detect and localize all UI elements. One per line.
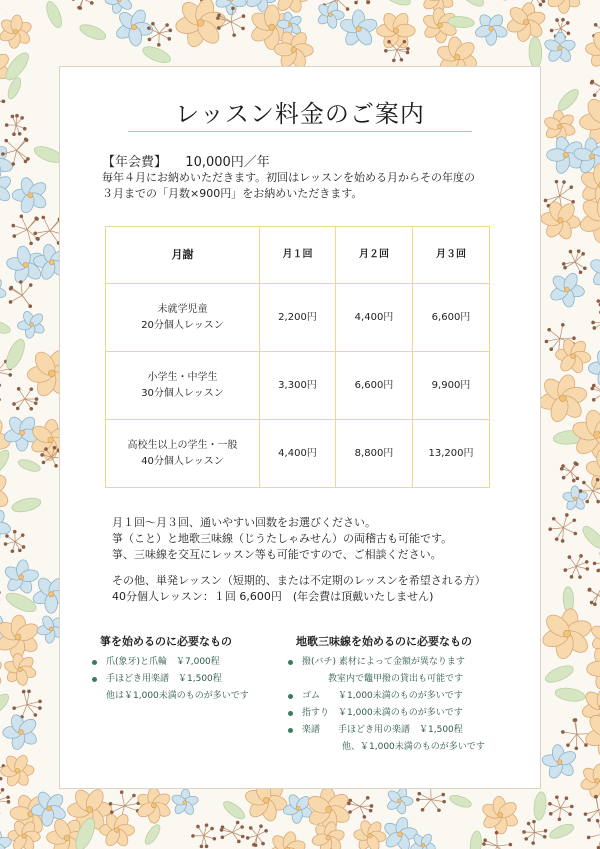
price-cell: 6,600円: [413, 284, 490, 352]
bullet-icon: [288, 711, 293, 716]
column-header: 月２回: [336, 227, 413, 284]
price-cell: 2,200円: [260, 284, 336, 352]
single-lesson-line: その他、単発レッスン（短期的、または不定期のレッスンを希望される方）: [112, 574, 486, 587]
list-item: ゴム ￥1,000未満のものが多いです: [288, 688, 485, 705]
annual-fee-amount: 10,000円／年: [185, 155, 270, 170]
bullet-icon: [92, 660, 97, 665]
plan-line: 小学生・中学生: [147, 371, 218, 383]
plan-line: 未就学児童: [157, 303, 208, 315]
note-line: 箏、三味線を交互にレッスン等も可能ですので、ご相談ください。: [112, 548, 442, 561]
single-lesson-line: 40分個人レッスン：１回 6,600円 (年会費は頂戴いたしません): [112, 590, 434, 603]
column-header: 月３回: [413, 227, 490, 284]
list-item: 手ほどき用楽譜 ￥1,500程: [92, 671, 249, 688]
koto-items-title: 箏を始めるのに必要なもの: [100, 635, 232, 648]
bullet-icon: [288, 728, 293, 733]
plan-cell: [106, 420, 260, 488]
column-header: 月謝: [106, 227, 260, 284]
plan-cell: [106, 284, 260, 352]
annual-fee-note: [102, 170, 475, 202]
price-cell: 3,300円: [260, 352, 336, 420]
list-item: 他、￥1,000未満のものが多いです: [342, 742, 485, 752]
shamisen-items-title: 地歌三味線を始めるのに必要なもの: [296, 635, 472, 648]
list-item: 撥(バチ) 素材によって金額が異なります: [288, 654, 485, 671]
price-cell: 4,400円: [336, 284, 413, 352]
plan-line: 40分個人レッスン: [141, 455, 224, 467]
annual-fee-note-line: 毎年４月にお納めいただきます。初回はレッスンを始める月からその年度の: [102, 171, 476, 184]
lesson-notes: [112, 515, 486, 605]
note-line: 箏（こと）と地歌三味線（じうたしゃみせん）の両稽古も可能です。: [112, 532, 453, 545]
shamisen-items-list: [288, 654, 485, 756]
plan-line: 高校生以上の学生・一般: [127, 439, 238, 451]
title-underline: [128, 131, 472, 132]
page-title: レッスン料金のご案内: [175, 100, 425, 128]
price-cell: 8,800円: [336, 420, 413, 488]
table-row: [106, 420, 490, 488]
note-line: 月１回〜月３回、通いやすい回数をお選びください。: [112, 516, 376, 529]
annual-fee-note-line: ３月までの「月数×900円」をお納めいただきます。: [102, 187, 363, 200]
price-cell: 4,400円: [260, 420, 336, 488]
koto-items-list: [92, 654, 249, 705]
plan-cell: [106, 352, 260, 420]
table-row: [106, 352, 490, 420]
bullet-icon: [288, 694, 293, 699]
list-item: 教室内で鼈甲撥の貸出も可能です: [328, 674, 464, 684]
list-item: 指すり ￥1,000未満のものが多いです: [288, 705, 485, 722]
price-cell: 13,200円: [413, 420, 490, 488]
table-header-row: [106, 227, 490, 284]
monthly-fee-table: [105, 226, 490, 488]
list-item: 爪(象牙)と爪輪 ￥7,000程: [92, 654, 249, 671]
table-row: [106, 284, 490, 352]
bullet-icon: [288, 660, 293, 665]
annual-fee-heading: [102, 151, 270, 170]
price-cell: 9,900円: [413, 352, 490, 420]
list-item: 他は￥1,000未満のものが多いです: [106, 691, 249, 701]
plan-line: 20分個人レッスン: [141, 319, 224, 331]
price-cell: 6,600円: [336, 352, 413, 420]
list-item: 楽譜 手ほどき用の楽譜 ￥1,500程: [288, 722, 485, 739]
annual-fee-label: 【年会費】: [102, 155, 168, 170]
column-header: 月１回: [260, 227, 336, 284]
bullet-icon: [92, 677, 97, 682]
plan-line: 30分個人レッスン: [141, 387, 224, 399]
